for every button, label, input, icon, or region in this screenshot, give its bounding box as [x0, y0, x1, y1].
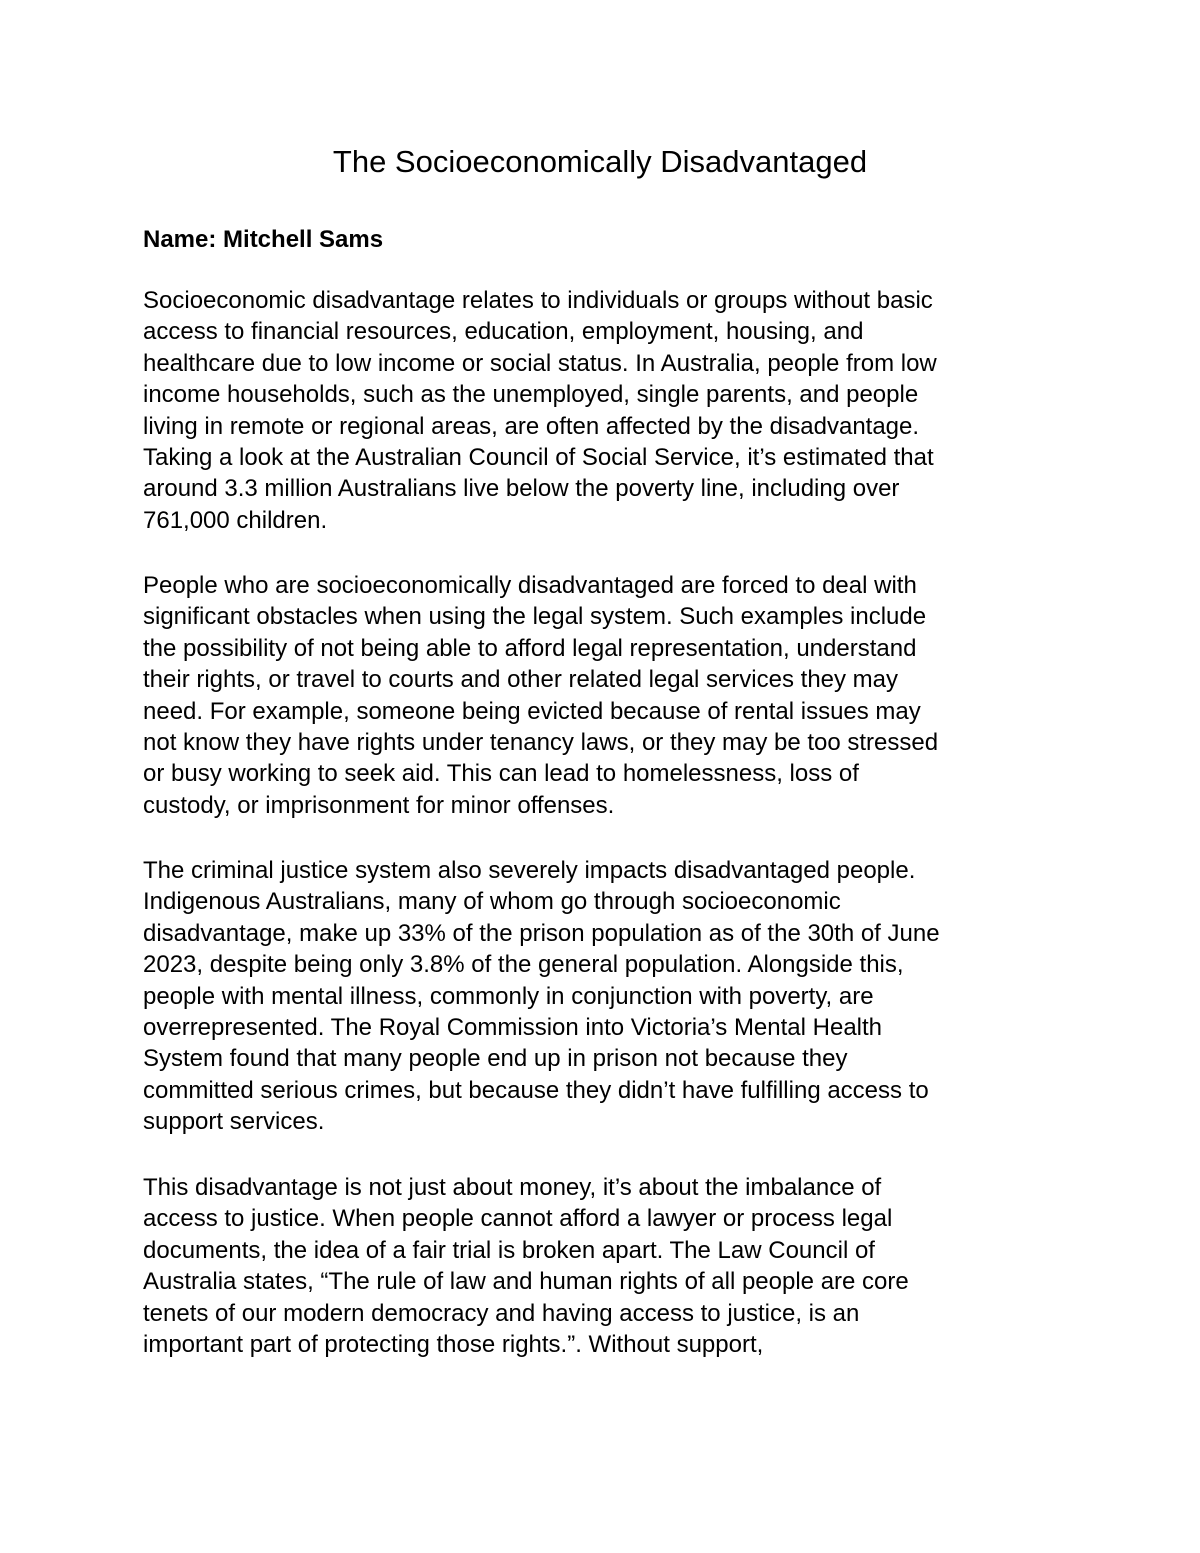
paragraph-line: This disadvantage is not just about money, it’s about the imbalance of	[143, 1174, 882, 1201]
paragraph-line: income households, such as the unemployed, single parents, and people	[143, 381, 919, 409]
paragraph-line: custody, or imprisonment for minor offenses.	[143, 791, 615, 819]
paragraph-line: living in remote or regional areas, are often affected by the disadvantage.	[143, 412, 920, 440]
paragraph-line: important part of protecting those rights.”. Without support,	[143, 1331, 764, 1359]
paragraph-line: around 3.3 million Australians live below the poverty line, including over	[143, 475, 900, 503]
document-title: The Socioeconomically Disadvantaged	[332, 144, 868, 179]
paragraph-line: significant obstacles when using the legal system. Such examples include	[143, 603, 927, 631]
paragraph-line: documents, the idea of a fair trial is broken apart. The Law Council of	[143, 1236, 875, 1264]
paragraph-line: access to financial resources, education, employment, housing, and	[143, 318, 864, 346]
paragraph-2	[143, 570, 1073, 821]
paragraph-3	[143, 855, 1073, 1138]
paragraph-line: The criminal justice system also severely impacts disadvantaged people.	[143, 857, 916, 884]
paragraph-line: Taking a look at the Australian Council of Social Service, it’s estimated that	[143, 444, 934, 472]
paragraph-line: healthcare due to low income or social status. In Australia, people from low	[143, 349, 937, 377]
paragraph-line: Socioeconomic disadvantage relates to individuals or groups without basic	[143, 287, 933, 314]
paragraph-line: overrepresented. The Royal Commission into Victoria’s Mental Health	[143, 1014, 883, 1042]
paragraph-line: disadvantage, make up 33% of the prison population as of the 30th of June	[143, 919, 940, 947]
paragraph-line: their rights, or travel to courts and other related legal services they may	[143, 666, 899, 694]
paragraph-line: support services.	[143, 1108, 325, 1136]
author-name-line: Name: Mitchell Sams	[143, 226, 384, 253]
paragraph-line: System found that many people end up in prison not because they	[143, 1045, 848, 1073]
paragraph-1	[143, 285, 1073, 536]
paragraph-line: not know they have rights under tenancy laws, or they may be too stressed	[143, 729, 939, 757]
paragraph-line: or busy working to seek aid. This can lead to homelessness, loss of	[143, 760, 859, 788]
paragraph-line: access to justice. When people cannot afford a lawyer or process legal	[143, 1205, 893, 1233]
paragraph-line: people with mental illness, commonly in conjunction with poverty, are	[143, 982, 874, 1010]
paragraph-line: People who are socioeconomically disadvantaged are forced to deal with	[143, 572, 917, 599]
paragraph-line: need. For example, someone being evicted because of rental issues may	[143, 697, 921, 725]
paragraph-line: 2023, despite being only 3.8% of the general population. Alongside this,	[143, 951, 904, 979]
paragraph-line: tenets of our modern democracy and having access to justice, is an	[143, 1299, 860, 1327]
paragraph-line: Indigenous Australians, many of whom go through socioeconomic	[143, 888, 841, 916]
paragraph-line: Australia states, “The rule of law and human rights of all people are core	[143, 1268, 909, 1296]
paragraph-line: committed serious crimes, but because they didn’t have fulfilling access to	[143, 1076, 929, 1104]
paragraph-line: 761,000 children.	[143, 506, 328, 534]
paragraph-line: the possibility of not being able to afford legal representation, understand	[143, 634, 917, 662]
paragraph-4	[143, 1172, 1073, 1360]
